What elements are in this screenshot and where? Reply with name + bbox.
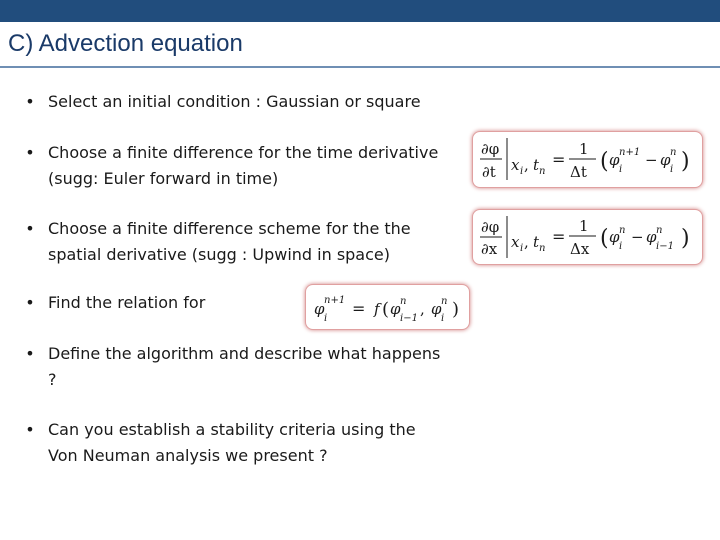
title-underline — [0, 66, 720, 68]
bullet-initial-condition — [20, 89, 450, 115]
phi-subscript: i — [441, 313, 445, 324]
phi-term: φ — [390, 300, 401, 318]
time-derivative-formula — [472, 131, 703, 188]
phi-subscript: i — [619, 241, 623, 252]
eval-x: x — [511, 233, 520, 251]
bullet-stability — [20, 417, 450, 469]
lhs-denominator: ∂x — [481, 240, 498, 258]
close-paren: ) — [452, 299, 460, 320]
phi-superscript: n — [400, 296, 407, 307]
bullet-dot: • — [25, 92, 35, 111]
bullet-dot: • — [25, 420, 35, 439]
phi-superscript: n — [656, 225, 663, 236]
phi-subscript: i−1 — [400, 313, 418, 324]
lhs-denominator: ∂t — [482, 163, 496, 181]
phi-subscript: i — [670, 164, 674, 175]
slide-title: C) Advection equation — [8, 30, 243, 57]
bullet-text: Define the algorithm and describe what happens ? — [48, 344, 441, 389]
bullet-text: Choose a finite difference scheme for the the spatial derivative (sugg : Upwind in space) — [48, 219, 411, 264]
phi-superscript: n — [670, 147, 677, 158]
eval-separator: , — [524, 233, 529, 251]
eval-x: x — [511, 156, 520, 174]
coef-denominator: Δt — [570, 163, 587, 181]
coef-numerator: 1 — [579, 140, 589, 158]
bullet-time-derivative — [20, 140, 450, 192]
phi-subscript: i−1 — [656, 241, 674, 252]
open-paren: ( — [382, 299, 390, 320]
separator: , — [420, 300, 425, 318]
close-paren: ) — [681, 149, 690, 174]
phi-term: φ — [431, 300, 442, 318]
bullet-algorithm — [20, 341, 450, 393]
open-paren: ( — [600, 226, 609, 251]
bullet-dot: • — [25, 219, 35, 238]
lhs-numerator: ∂φ — [481, 140, 500, 158]
coef-numerator: 1 — [579, 217, 589, 235]
phi-term: φ — [660, 151, 671, 169]
phi-term: φ — [609, 228, 620, 246]
equals-sign: = — [552, 150, 566, 169]
bullet-dot: • — [25, 293, 35, 312]
lhs-numerator: ∂φ — [481, 218, 500, 236]
phi-superscript: n — [619, 225, 626, 236]
space-derivative-formula — [472, 209, 703, 265]
eval-x-sub: i — [520, 243, 524, 254]
function-f: f — [374, 300, 380, 318]
phi-term: φ — [646, 228, 657, 246]
bullet-text: Can you establish a stability criteria using the Von Neuman analysis we present ? — [48, 420, 416, 465]
minus-sign: − — [631, 228, 644, 246]
top-bar — [0, 0, 720, 22]
phi-superscript: n+1 — [324, 295, 346, 306]
bullet-spatial-derivative — [20, 216, 450, 268]
bullet-dot: • — [25, 143, 35, 162]
eval-separator: , — [524, 156, 529, 174]
bullet-text: Choose a finite difference for the time derivative (sugg: Euler forward in time) — [48, 143, 439, 188]
space-derivative-equation — [473, 210, 702, 264]
phi-superscript: n+1 — [619, 147, 641, 158]
phi-subscript: i — [324, 313, 328, 324]
coef-denominator: Δx — [570, 240, 590, 258]
phi-term: φ — [609, 151, 620, 169]
equals-sign: = — [352, 299, 366, 318]
equals-sign: = — [552, 227, 566, 246]
eval-t-sub: n — [539, 166, 546, 177]
update-relation-formula — [305, 284, 470, 330]
minus-sign: − — [645, 151, 658, 169]
time-derivative-equation — [473, 132, 702, 187]
eval-t-sub: n — [539, 243, 546, 254]
phi-superscript: n — [441, 296, 448, 307]
bullet-text: Select an initial condition : Gaussian or square — [48, 92, 421, 111]
bullet-text: Find the relation for — [48, 293, 206, 312]
update-relation-equation — [306, 285, 469, 329]
close-paren: ) — [681, 226, 690, 251]
phi-subscript: i — [619, 164, 623, 175]
phi-term: φ — [314, 300, 325, 318]
bullet-dot: • — [25, 344, 35, 363]
eval-t: t — [533, 156, 540, 174]
eval-t: t — [533, 233, 540, 251]
eval-x-sub: i — [520, 166, 524, 177]
open-paren: ( — [600, 149, 609, 174]
